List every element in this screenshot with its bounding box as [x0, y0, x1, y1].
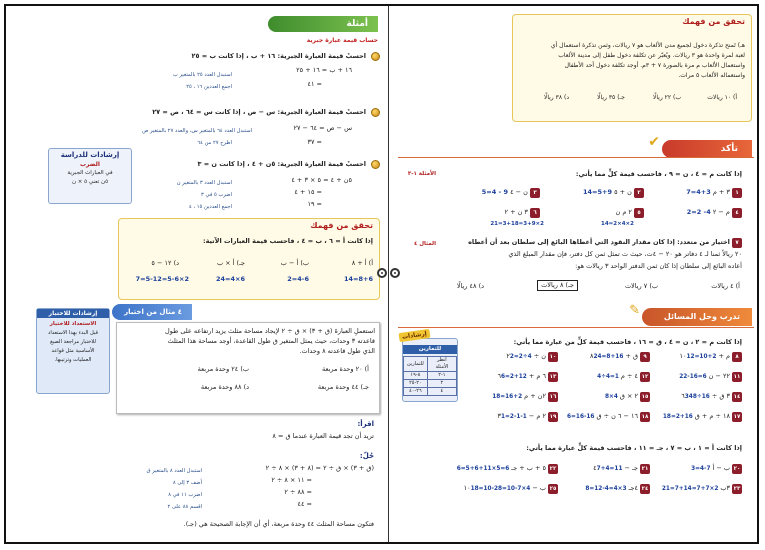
practice-item-answer: 6=2+12 — [500, 374, 527, 380]
check5-opt-d[interactable]: د) ٣٨ ريالًا — [543, 94, 569, 101]
check-c: جـ) أ × ب — [216, 259, 245, 267]
test-example-box — [116, 322, 380, 414]
confirm-4-answer: 2=2 -4 — [686, 208, 711, 216]
exercises-col1: انظر الأمثلة — [427, 357, 456, 372]
practice-item-number: ١٤ — [733, 394, 741, 400]
confirm-3-expr: ن − ٤ — [510, 188, 528, 196]
practice-item — [597, 372, 650, 382]
example-3-question: احسبْ قيمة العبارة الجبرية: ٥ن + ٤ ، إذا كانت ن = ٣ — [197, 160, 366, 168]
exercises-row1-a: ٨-١٩ — [404, 372, 428, 380]
exercises-table-box — [401, 330, 458, 402]
exercises-row3-a: ٢٦-٤٠ — [404, 388, 428, 396]
example-3-line2: = ١٥ + ٤ — [294, 188, 322, 196]
practice-item-number: ٨ — [732, 352, 742, 362]
study-tip-line2: ٥ن تعني ٥ × ن — [71, 179, 109, 185]
test-tip-body3: للاختبار مراجعة الصيغ — [50, 339, 96, 345]
practice-item-answer: 348÷16 — [684, 394, 710, 400]
practice-item-number: ١١ — [733, 374, 741, 380]
practice-item — [492, 392, 558, 402]
practice-item-answer: 7+4=11 — [596, 466, 623, 472]
left-page — [12, 12, 382, 540]
practice-item-answer: 24=8+16 — [593, 354, 624, 360]
confirm-1-answer: 7=4+3 — [686, 188, 711, 196]
check-b: ب) أ − ب — [280, 259, 309, 267]
practice-item-answer: 8=12-4=4×3 — [585, 486, 627, 492]
practice-item — [495, 372, 558, 382]
practice-item-expr: جـ − ٤ — [593, 464, 638, 472]
practice-item-answer: 18=2+16 — [662, 414, 693, 420]
practice-item — [504, 352, 558, 362]
check-d-answer: 7=5-12=5-6×2 — [135, 275, 189, 283]
confirm-4-expr: م − ٢ — [712, 208, 730, 216]
check-box — [118, 218, 380, 300]
study-tip-title: إرشادات للدراسة — [60, 151, 120, 159]
test-example-opt-a[interactable]: أ) ٢٠ وحدة مربعة — [321, 365, 369, 373]
mcq-opt-b[interactable]: ب) ٧ ريالات — [624, 282, 658, 290]
practice-item — [591, 464, 650, 474]
test-example-banner — [112, 304, 192, 320]
test-tip-body1: الاستعداد للاختبار — [49, 321, 97, 327]
exercises-table-row — [404, 388, 457, 396]
confirm-divider — [398, 157, 754, 158]
check-title: تحقق من فهمك — [310, 221, 373, 230]
mcq-q3: أعاده البائع إلى سلطان إذا كان ثمن الدفتر الواحد ٣ ريالات هو: — [575, 262, 742, 270]
solve-note4: اقسم ٨٨ على ٢ — [167, 504, 202, 510]
practice-item-number: ١٦ — [549, 394, 557, 400]
solve-line4: = ٤٤ — [297, 500, 312, 508]
practice-item-expr: ٥ + ب + جـ — [511, 464, 546, 472]
practice-item-expr: ٢ م − ٣ — [497, 412, 546, 420]
example-1-line1: ١٦ + ب = ١٦ + ٢٥ — [296, 66, 352, 74]
practice-item-expr: ١٨ ÷ م + ق — [694, 412, 730, 420]
test-tip-body5: العمليات وترتيبها. — [54, 357, 92, 363]
practice-item-answer: 1=2-1-1 — [501, 414, 527, 420]
example-2-line2: = ٣٧ — [307, 138, 322, 146]
practice-item-number: ١٣ — [549, 374, 557, 380]
practice-item-expr: ٢ن + م — [524, 392, 546, 400]
example-3-marker — [371, 160, 380, 169]
confirm-2-answer: 14=5+9 — [583, 188, 612, 196]
practice-item-number: ٢٣ — [733, 486, 741, 492]
practice-item-number: ٩ — [640, 352, 650, 362]
exercises-table-row — [404, 372, 457, 380]
check5-opt-b[interactable]: ب) ٢٢ ريالًا — [652, 94, 681, 101]
confirm-6-answer: 21=3+18=3+9×2 — [490, 221, 544, 227]
practice-item — [691, 464, 742, 474]
example-1-marker — [371, 52, 380, 61]
practice-item-expr: ٢٢ − ن — [708, 372, 730, 380]
exercises-table-header — [404, 357, 457, 372]
practice-q2: إذا كانت أ = ١ ، ب = ٧ ، جـ = ١١ ، فاحسب قيمة كلٍّ عبارة مما يأتي: — [526, 444, 742, 452]
solve-note1: استبدل العدد ٨ بالمتغير ق — [146, 468, 202, 474]
mcq-opt-c[interactable]: جـ) ٨ ريالات — [537, 280, 578, 291]
practice-item-answer: 22-16=6 — [679, 374, 707, 380]
practice-item — [585, 484, 650, 494]
examples-title: أمثلة — [268, 16, 378, 32]
confirm-3-number: ٣ — [530, 188, 540, 198]
solve-line3: = ٨٨ ÷ ٢ — [284, 488, 312, 496]
practice-item-answer: 4÷4=1 — [597, 374, 619, 380]
confirm-1-number: ١ — [732, 188, 742, 198]
check-a-answer: 14=8+6 — [344, 275, 373, 283]
practice-item-answer: 3=4-7 — [691, 466, 711, 472]
practice-item-expr: ب − ١٠ — [463, 484, 546, 492]
confirm-examples-label: الأمثلة ١-٣ — [407, 171, 436, 177]
practice-item-number: ١٥ — [641, 394, 649, 400]
practice-item-number: ١٩ — [549, 414, 557, 420]
practice-item-expr: ٦ م + ٦ — [497, 372, 546, 380]
practice-item-expr: م + ١٠ — [679, 352, 730, 360]
practice-item-number: ٢١ — [641, 466, 649, 472]
practice-item-number: ٢٤ — [641, 486, 649, 492]
practice-item-answer: 18=10-28=10-7×4 — [470, 486, 531, 492]
exercises-row3-b: ٤ — [427, 388, 456, 396]
confirm-title: تأكد — [720, 144, 738, 154]
practice-item — [663, 412, 742, 422]
practice-item-answer: 12=10+2 — [686, 354, 717, 360]
confirm-6-number: ٦ — [530, 208, 540, 218]
practice-item-answer: 2=2÷4 — [509, 354, 532, 360]
example-1-note2: اجمع العددين ١٦ ، ٢٥ — [186, 84, 232, 90]
practice-item-answer: 6=5+6+11×5=6 — [456, 466, 510, 472]
mcq-q1: اختيار من متعدد: إذا كان مقدار النقود التي أعطاها البائع إلى سلطان بعد أن أعطاه — [468, 238, 730, 246]
test-tip-title: إرشادات للاختبار — [37, 309, 109, 318]
solve-note2: أضف ٣ إلى ٨ — [172, 480, 202, 486]
check-b-answer: 2=4-6 — [287, 275, 309, 283]
book-spine — [388, 6, 389, 544]
example-2-note2: اطرح ٢٧ من ٦٤ — [197, 140, 232, 146]
practice-item-number: ٢٢ — [549, 466, 557, 472]
practice-item-answer: 8×4 — [604, 394, 618, 400]
solve-title: حُلّ: — [359, 452, 374, 460]
practice-title: تدرب وحل المسائل — [663, 312, 740, 321]
exercises-row2-b: ٢ — [427, 380, 456, 388]
check5-p3: واستعمال الألعاب م مرة بالصورة ٧ + ٣م. أوجد تكلفة دخول أحد الأطفال — [564, 62, 745, 69]
check5-opt-c[interactable]: جـ) ٣٥ ريالًا — [597, 94, 625, 101]
example-3-line1: ٥ن + ٤ = ٥ × ٣ + ٤ — [291, 176, 352, 184]
practice-item-number: ١٠ — [549, 354, 557, 360]
practice-item-answer: 21=7+14=7+7×2 — [661, 486, 719, 492]
check5-opt-a[interactable]: أ) ١٠ ريالات — [707, 94, 737, 101]
exercises-row1-b: ١-٢ — [427, 372, 456, 380]
book-spread — [4, 4, 759, 544]
check5-p4: واستعماله الألعاب ٥ مرات. — [678, 72, 745, 79]
practice-item-expr: ب − أ — [712, 464, 730, 472]
confirm-banner — [662, 140, 752, 158]
confirm-5-number: ٥ — [634, 208, 644, 218]
practice-item-answer: 18=16+2 — [492, 394, 523, 400]
solve-line2: = ١١ × ٨ ÷ ٢ — [271, 476, 312, 484]
exercises-table-title: للتمارين — [403, 345, 457, 354]
exercises-row2-a: ٢٠-٢٥ — [404, 380, 428, 388]
test-example-opt-c[interactable]: جـ) ٤٤ وحدة مربعة — [317, 383, 369, 391]
examples-banner — [268, 16, 378, 32]
test-example-q1: استعملِ العبارةَ (ق + ٣) × ق ÷ ٢ لإيجاد مساحة مثلث يزيد ارتفاعه على طول — [165, 327, 375, 335]
read-title: اقرأ: — [357, 420, 374, 428]
confirm-5-answer: 14=2×4×2 — [601, 221, 634, 227]
mcq-example-label: المثال ٤ — [414, 241, 436, 247]
pencil-icon: ✎ — [629, 303, 640, 318]
practice-item-number: ١٧ — [733, 414, 741, 420]
read-text: تريد أن تجد قيمة العبارة عندما ق = ٨ — [272, 432, 374, 440]
practice-item-expr: ٣ ق ÷ ٦ — [681, 392, 730, 400]
solve-conclusion: فتكون مساحة المثلث ٤٤ وحدة مربعة، أي أن الإجابة الصحيحة هي (جـ). — [183, 520, 374, 528]
practice-item — [496, 412, 558, 422]
practice-item-expr: ٤ ÷ م — [620, 372, 638, 380]
practice-item — [662, 484, 742, 494]
mcq-number: ٧ — [732, 238, 742, 248]
check-d: د) ١٢ − ٥ — [151, 259, 179, 267]
exercises-table-row — [404, 380, 457, 388]
practice-item-expr: ٢ × ق — [619, 392, 638, 400]
example-2-question: احسبْ قيمة العبارة الجبرية: س − ص ، إذا كانت س = ٦٤ ، ص = ٢٧ — [152, 108, 366, 116]
example-1-note1: استبدل العدد ٢٥ بالمتغير ب — [172, 72, 232, 78]
practice-item — [679, 372, 742, 382]
practice-item — [567, 412, 650, 422]
confirm-question: إذا كانت م = ٤ ، ن = ٩ ، فاحسب قيمة كلٍّ مما يأتي: — [575, 170, 742, 178]
left-binding-ring — [377, 268, 387, 278]
confirm-2-expr: ن + ٥ — [614, 188, 632, 196]
practice-item — [679, 392, 742, 402]
practice-item-number: ١٢ — [641, 374, 649, 380]
practice-item — [462, 484, 558, 494]
mcq-opt-d[interactable]: د) ٤٨ ريالًا — [456, 282, 484, 290]
practice-item-expr: ١٦ − ٦ ن ÷ ق — [596, 412, 638, 420]
examples-subtitle: حساب قيمة عبارة جبرية — [306, 37, 378, 44]
confirm-4-number: ٤ — [732, 208, 742, 218]
example-3-note3: اجمع العددين ١٥ ، ٤ — [188, 204, 232, 210]
practice-item-expr: ن ÷ ٢ — [506, 352, 546, 360]
example-3-note2: اضرب ٥ في ٣ — [201, 192, 232, 198]
test-example-opt-d[interactable]: د) ٨٨ وحدة مربعة — [200, 383, 249, 391]
practice-item-expr: ق + ٨ — [589, 352, 638, 360]
exercises-table — [403, 356, 457, 396]
solve-note3: اضرب ١١ في ٨ — [168, 492, 202, 498]
test-example-q2: قاعدته ٣ وحدات، حيث يمثل المتغير ق طول القاعدة، أوجد مساحة هذا المثلث — [167, 337, 375, 345]
example-2-note1: استبدل العدد ٦٤ بالمتغير س، والعدد ٢٧ بالمتغير ص — [142, 128, 252, 134]
example-3-line3: = ١٩ — [307, 200, 322, 208]
practice-item — [457, 464, 558, 474]
example-3-note1: استبدل العدد ٣ بالمتغير ن — [176, 180, 232, 186]
practice-item-expr: ٣ب — [720, 484, 730, 492]
confirm-2-number: ٢ — [634, 188, 644, 198]
example-1-line2: = ٤١ — [307, 80, 322, 88]
practice-item-answer: 6=16-16 — [567, 414, 595, 420]
test-example-title: مثال من اختبار — [124, 308, 176, 316]
check-a: أ) أ + ٨ — [351, 259, 373, 267]
mcq-opt-a[interactable]: أ) ٤ ريالات — [711, 282, 740, 290]
confirm-1-expr: ٣ + م — [712, 188, 730, 196]
exercises-badge: إرشادات — [399, 329, 431, 342]
practice-item-expr: ٤جـ — [628, 484, 638, 492]
practice-q1: إذا كانت م = ٢ ، ن = ٤ ، ق = ١٦ ، فاحسب قيمة كلٍّ من عبارة مما يأتي: — [513, 338, 742, 346]
exercises-col2: للتمارين — [404, 357, 428, 372]
check5-p1: هـ) تَمنح تذكرة دخول لجميع مدن الألعاب هو ٧ ريالات، وثمن تذكرة استعمال أي — [550, 42, 745, 49]
practice-item-number: ١٨ — [641, 414, 649, 420]
check5-box — [512, 14, 752, 122]
test-tip-body4: الأساسية مثل قواعد — [51, 348, 95, 354]
practice-item-number: ٢٠ — [733, 466, 741, 472]
practice-item-number: ٢٥ — [549, 486, 557, 492]
check5-title: تحقق من فهمك — [682, 17, 745, 26]
example-2-line1: س − ص = ٦٤ − ٢٧ — [293, 124, 352, 132]
test-tip-body2: قبل البدء بهذا الاستعداد — [48, 330, 98, 336]
practice-item — [605, 392, 650, 402]
test-example-opt-b[interactable]: ب) ٢٤ وحدة مربعة — [197, 365, 249, 373]
test-example-number: ٤ — [177, 308, 182, 316]
checkmark-icon: ✔ — [648, 134, 660, 150]
practice-divider — [398, 327, 754, 328]
test-example-q3: الذي طول قاعدته ٨ وحدات. — [299, 347, 375, 355]
practice-item — [678, 352, 742, 362]
mcq-q2: ٢٠ ريالاً ثمنا لـ ٤ دفاتر هو ٢٠ − ٤ت، حيث ت تمثل ثمن كل دفتر، فإن مقدار المبلغ الذي — [508, 250, 742, 258]
confirm-5-expr: ٢ م ن — [615, 208, 632, 216]
example-2-marker — [371, 108, 380, 117]
check-c-answer: 24=4×6 — [216, 275, 245, 283]
study-tip-subtitle: الضرب — [80, 161, 100, 168]
study-tip-line1: في العبارات الجبرية — [67, 170, 113, 176]
example-1-question: احسبْ قيمة العبارة الجبرية: ١٦ + ب ، إذا كانت ب = ٢٥ — [191, 52, 366, 60]
test-tip-box — [36, 308, 110, 394]
check-question: إذا كانت أ = ٦ ، ب = ٤ ، فاحسب قيمة العبارات الآتية: — [202, 237, 373, 245]
study-tip-box — [48, 148, 132, 204]
confirm-6-expr: ٣ ن + ٢ — [504, 208, 528, 216]
practice-item — [588, 352, 650, 362]
practice-banner — [642, 308, 752, 326]
solve-line1: (ق + ٣) × ق ÷ ٢ = (٨ + ٣) × ٨ ÷ ٢ — [265, 464, 374, 472]
right-page — [398, 12, 754, 540]
check5-p2: لعبة لمرة واحدة هو ٣ ريالات. ويُعبّر عن تكلفة دخول طفل إلى مدينة الألعاب — [558, 52, 745, 59]
confirm-3-answer: 5=4 - 9 — [481, 188, 508, 196]
